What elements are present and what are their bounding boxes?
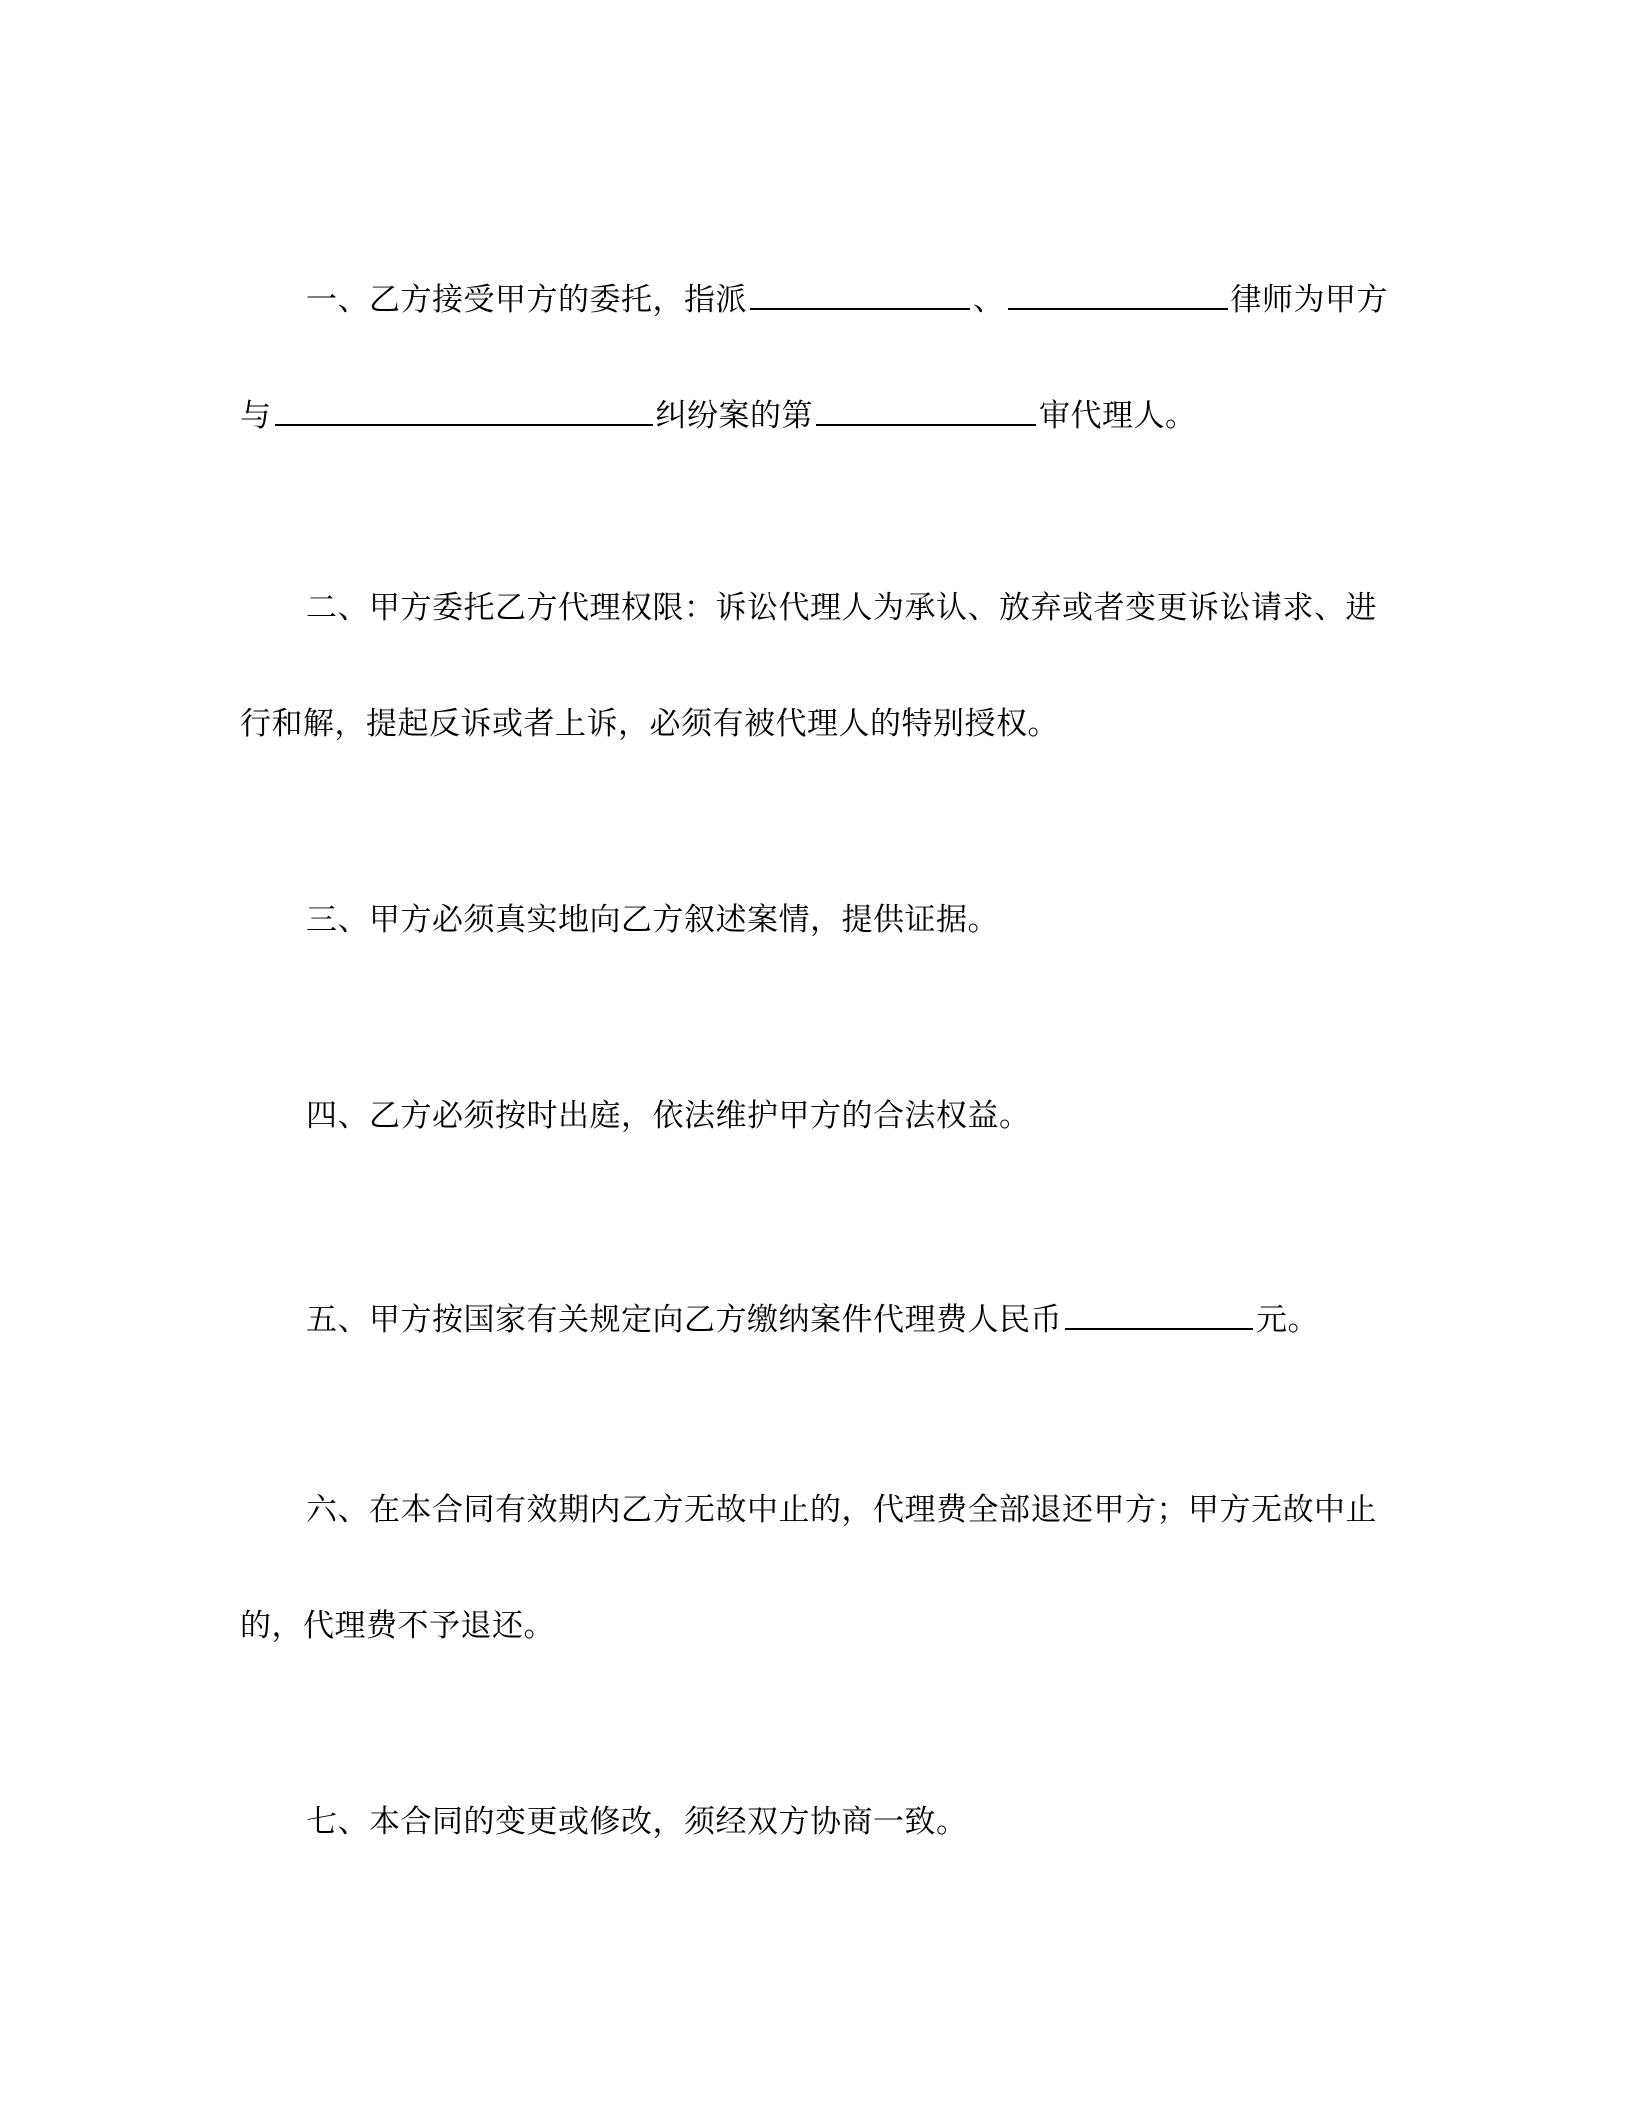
clause-1-text-a: 一、乙方接受甲方的委托，指派 <box>306 282 747 318</box>
clause-7-line-1: 七、本合同的变更或修改，须经双方协商一致。 <box>306 1804 968 1840</box>
clause-1-text-e: 纠纷案的第 <box>655 398 813 434</box>
lawyer-2-blank <box>1008 274 1228 310</box>
clause-2-line-1: 二、甲方委托乙方代理权限：诉讼代理人为承认、放弃或者变更诉讼请求、进 <box>306 590 1377 626</box>
clause-4-line-1: 四、乙方必须按时出庭，依法维护甲方的合法权益。 <box>306 1098 1031 1134</box>
clause-5-text-a: 五、甲方按国家有关规定向乙方缴纳案件代理费人民币 <box>306 1302 1062 1338</box>
clause-2-line-2: 行和解，提起反诉或者上诉，必须有被代理人的特别授权。 <box>240 706 1059 742</box>
clause-3-line-1: 三、甲方必须真实地向乙方叙述案情，提供证据。 <box>306 902 999 938</box>
clause-1-text-f: 审代理人。 <box>1039 398 1197 434</box>
clause-6-line-2: 的，代理费不予退还。 <box>240 1608 555 1644</box>
trial-instance-blank <box>816 390 1036 426</box>
fee-amount-blank <box>1065 1294 1253 1330</box>
clause-1-line-1 <box>306 274 1456 318</box>
clause-1-text-c: 律师为甲方 <box>1230 282 1388 318</box>
dispute-party-blank <box>275 390 653 426</box>
clause-1-text-b: 、 <box>973 282 1005 318</box>
clause-6-line-1: 六、在本合同有效期内乙方无故中止的，代理费全部退还甲方；甲方无故中止 <box>306 1492 1377 1528</box>
clause-5-text-b: 元。 <box>1256 1302 1319 1338</box>
lawyer-1-blank <box>750 274 970 310</box>
clause-1-text-d: 与 <box>240 398 272 434</box>
clause-5-line-1 <box>306 1294 1456 1338</box>
clause-1-line-2 <box>240 390 1390 434</box>
